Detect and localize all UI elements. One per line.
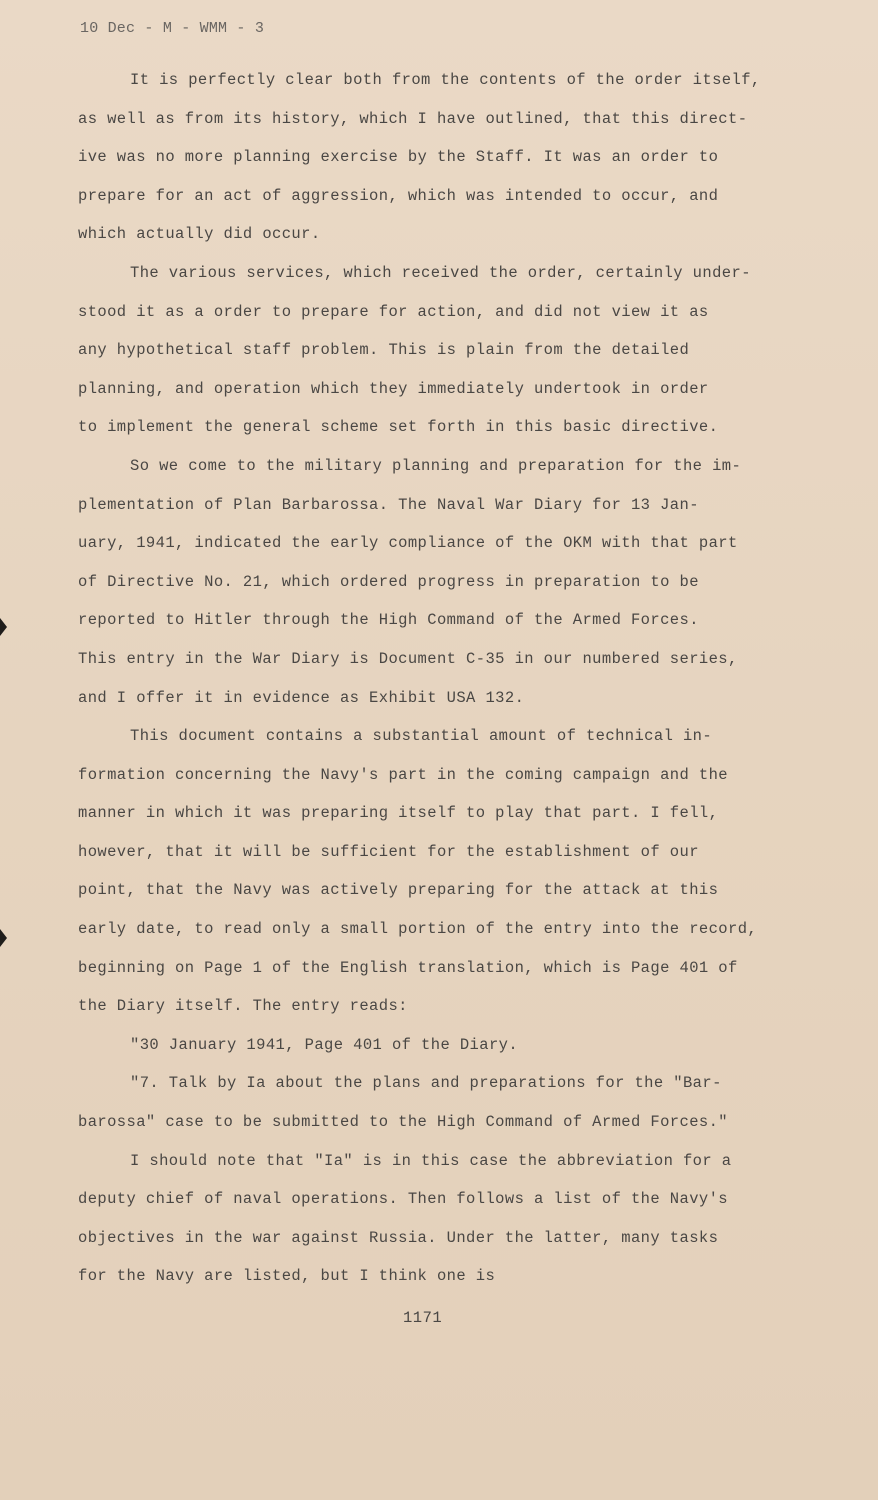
paragraph: [78, 61, 778, 254]
page-number: 1171: [403, 1309, 443, 1327]
text-line: of Directive No. 21, which ordered progress in preparation to be: [78, 572, 699, 591]
text-line: This entry in the War Diary is Document C-35 in our numbered series,: [78, 649, 738, 668]
text-line: plementation of Plan Barbarossa. The Naval War Diary for 13 Jan-: [78, 495, 699, 514]
text-line: prepare for an act of aggression, which was intended to occur, and: [78, 186, 719, 205]
text-line: the Diary itself. The entry reads:: [78, 997, 408, 1016]
quoted-paragraph: [78, 1064, 778, 1141]
text-line: manner in which it was preparing itself to play that part. I fell,: [78, 804, 719, 823]
text-line: I should note that "Ia" is in this case the abbreviation for a: [130, 1151, 732, 1170]
binding-edge-mark: [0, 618, 7, 636]
text-line: barossa" case to be submitted to the High Command of Armed Forces.": [78, 1113, 729, 1132]
text-line: "7. Talk by Ia about the plans and preparations for the "Bar-: [130, 1074, 722, 1093]
text-line: So we come to the military planning and preparation for the im-: [130, 456, 742, 475]
paragraph: [78, 447, 778, 717]
text-line: any hypothetical staff problem. This is plain from the detailed: [78, 341, 690, 360]
paragraph: [78, 1142, 778, 1296]
text-line: The various services, which received the order, certainly under-: [130, 263, 751, 282]
paragraph: [78, 717, 778, 1026]
text-line: planning, and operation which they immediately undertook in order: [78, 379, 709, 398]
text-line: deputy chief of naval operations. Then follows a list of the Navy's: [78, 1190, 729, 1209]
text-line: It is perfectly clear both from the contents of the order itself,: [130, 71, 761, 89]
quoted-date-line: [78, 1026, 778, 1065]
text-line: ive was no more planning exercise by the Staff. It was an order to: [78, 148, 719, 167]
page-header: 10 Dec - M - WMM - 3: [80, 20, 265, 37]
text-line: early date, to read only a small portion of the entry into the record,: [78, 920, 758, 939]
text-line: which actually did occur.: [78, 225, 321, 244]
binding-edge-mark: [0, 929, 7, 947]
text-line: however, that it will be sufficient for the establishment of our: [78, 842, 699, 861]
text-line: stood it as a order to prepare for action, and did not view it as: [78, 302, 709, 321]
text-line: objectives in the war against Russia. Under the latter, many tasks: [78, 1228, 719, 1247]
text-line: uary, 1941, indicated the early compliance of the OKM with that part: [78, 534, 738, 553]
text-line: for the Navy are listed, but I think one is: [78, 1267, 496, 1286]
paragraph: [78, 254, 778, 447]
text-line: and I offer it in evidence as Exhibit USA 132.: [78, 688, 525, 707]
text-line: This document contains a substantial amount of technical in-: [130, 727, 713, 746]
text-line: formation concerning the Navy's part in the coming campaign and the: [78, 765, 729, 784]
text-line: point, that the Navy was actively preparing for the attack at this: [78, 881, 719, 900]
text-line: to implement the general scheme set forth in this basic directive.: [78, 418, 719, 437]
document-body: [78, 61, 778, 1296]
text-line: beginning on Page 1 of the English translation, which is Page 401 of: [78, 958, 738, 977]
text-line: reported to Hitler through the High Command of the Armed Forces.: [78, 611, 699, 630]
text-line: as well as from its history, which I have outlined, that this direct-: [78, 109, 748, 128]
text-line: "30 January 1941, Page 401 of the Diary.: [130, 1035, 519, 1054]
